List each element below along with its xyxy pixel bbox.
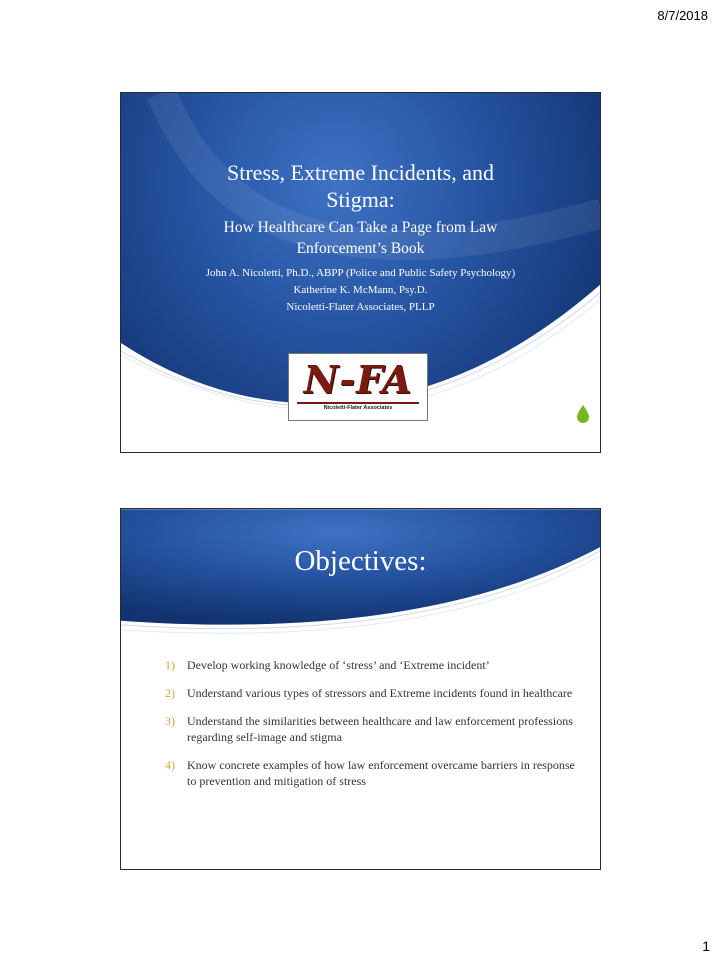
droplet-icon xyxy=(577,405,589,423)
author-2: Katherine K. McMann, Psy.D. xyxy=(293,284,428,296)
logo-text: N-FA xyxy=(303,357,413,402)
page-date: 8/7/2018 xyxy=(657,8,708,23)
list-item xyxy=(165,757,575,789)
item-text: Develop working knowledge of ‘stress’ and ‘Extreme incident’ xyxy=(187,658,490,672)
slide-subtitle: How Healthcare Can Take a Page from Law Enforcement’s Book xyxy=(223,219,498,257)
objectives-title: Objectives: xyxy=(294,545,427,577)
objectives-slide xyxy=(120,508,601,870)
list-item xyxy=(165,713,575,745)
item-text: Know concrete examples of how law enforcement overcame barriers in response to prevention and mitigation of stress xyxy=(187,758,575,788)
organization: Nicoletti-Flater Associates, PLLP xyxy=(286,301,435,313)
logo-divider xyxy=(297,402,419,404)
item-text: Understand various types of stressors and Extreme incidents found in healthcare xyxy=(187,686,573,700)
item-text: Understand the similarities between healthcare and law enforcement professions regarding self-image and stigma xyxy=(187,714,573,744)
nfa-logo xyxy=(288,353,428,421)
list-item xyxy=(165,657,575,673)
item-number: 1) xyxy=(165,658,175,672)
author-1: John A. Nicoletti, Ph.D., ABPP (Police and Public Safety Psychology) xyxy=(205,267,516,279)
page-number: 1 xyxy=(702,938,710,954)
author-block xyxy=(121,265,600,316)
item-number: 2) xyxy=(165,686,175,700)
item-number: 4) xyxy=(165,758,175,772)
list-item xyxy=(165,685,575,701)
slide-title: Stress, Extreme Incidents, and Stigma: xyxy=(227,160,494,212)
objectives-list xyxy=(165,657,575,801)
title-slide xyxy=(120,92,601,453)
item-number: 3) xyxy=(165,714,175,728)
logo-caption: Nicoletti-Flater Associates xyxy=(323,405,393,411)
